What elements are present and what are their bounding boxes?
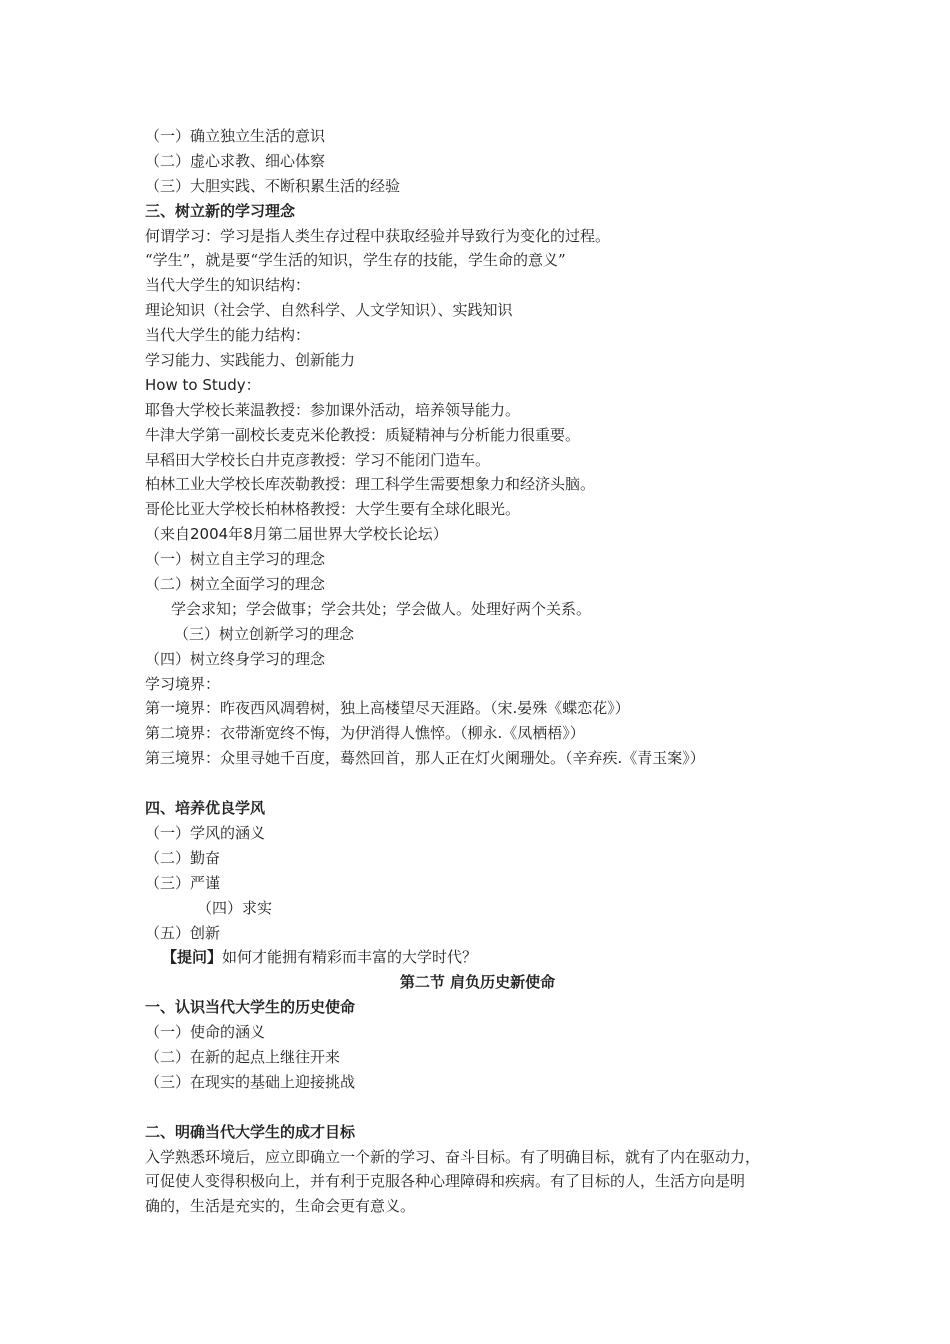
- quote-line: 牛津大学第一副校长麦克米伦教授：质疑精神与分析能力很重要。: [145, 425, 581, 444]
- paragraph-line: 入学熟悉环境后，应立即确立一个新的学习、奋斗目标。有了明确目标，就有了内在驱动力，: [145, 1147, 761, 1166]
- text-line: 第二境界：衣带渐宽终不悔，为伊消得人憔悴。（柳永.《凤栖梧》）: [145, 724, 585, 743]
- text-line: （二）树立全面学习的理念: [145, 575, 326, 594]
- text-line: （三）在现实的基础上迎接挑战: [145, 1072, 356, 1091]
- text-line: （二）在新的起点上继往开来: [145, 1047, 341, 1066]
- paragraph-line: 可促使人变得积极向上，并有利于克服各种心理障碍和疾病。有了目标的人，生活方向是明: [145, 1172, 746, 1191]
- source-month: 8: [243, 525, 253, 544]
- source-prefix: （来自: [145, 525, 191, 544]
- section-heading-2: 二、明确当代大学生的成才目标: [145, 1122, 356, 1141]
- section-heading-4: 四、培养优良学风: [145, 799, 266, 818]
- blank-line: [145, 771, 810, 796]
- source-year-unit: 年: [228, 525, 244, 544]
- text-line: 当代大学生的知识结构：: [145, 276, 311, 295]
- text-line: （四）求实: [197, 898, 273, 917]
- quote-line: 耶鲁大学校长莱温教授：参加课外活动，培养领导能力。: [145, 400, 521, 419]
- document-page: [145, 124, 810, 1219]
- text-line: （五）创新: [145, 923, 221, 942]
- text-line: （一）学风的涵义: [145, 823, 266, 842]
- question-text: 如何才能拥有精彩而丰富的大学时代？: [222, 948, 478, 967]
- text-line: 第一境界：昨夜西风凋碧树，独上高楼望尽天涯路。（宋.晏殊《蝶恋花》）: [145, 699, 630, 718]
- section-heading-3: 三、树立新的学习理念: [145, 201, 296, 220]
- text-line: “学生”，就是要“学生活的知识，学生存的技能，学生命的意义”: [145, 251, 566, 270]
- text-line: （二）勤奋: [145, 848, 221, 867]
- chapter-section-title: 第二节 肩负历史新使命: [399, 973, 556, 992]
- text-line: 理论知识（社会学、自然科学、人文学知识）、实践知识: [145, 301, 513, 320]
- paragraph-line: 确的，生活是充实的，生命会更有意义。: [145, 1197, 416, 1216]
- source-suffix: 月第二届世界大学校长论坛）: [252, 525, 448, 544]
- quote-line: 早稻田大学校长白井克彦教授：学习不能闭门造车。: [145, 450, 491, 469]
- text-line: （一）树立自主学习的理念: [145, 550, 326, 569]
- text-line: 学会求知；学会做事；学会共处；学会做人。处理好两个关系。: [171, 599, 592, 618]
- text-line: 学习能力、实践能力、创新能力: [145, 351, 356, 370]
- text-line: （二）虚心求教、细心体察: [145, 151, 326, 170]
- text-line: 何谓学习：学习是指人类生存过程中获取经验并导致行为变化的过程。: [145, 226, 611, 245]
- text-line: 学习境界：: [145, 674, 221, 693]
- question-tag: 【提问】: [162, 948, 223, 967]
- blank-line: [145, 1095, 810, 1120]
- text-line: 第三境界：众里寻她千百度，蓦然回首，那人正在灯火阑珊处。（辛弃疾.《青玉案》）: [145, 749, 705, 768]
- source-line: [145, 522, 810, 547]
- text-line: （三）大胆实践、不断积累生活的经验: [145, 176, 401, 195]
- quote-line: 柏林工业大学校长库茨勒教授：理工科学生需要想象力和经济头脑。: [145, 475, 596, 494]
- text-line: （三）树立创新学习的理念: [174, 624, 355, 643]
- text-line: （三）严谨: [145, 873, 221, 892]
- how-to-study-line: How to Study：: [145, 375, 261, 394]
- question-line: [145, 945, 810, 970]
- text-line: （一）使命的涵义: [145, 1023, 266, 1042]
- text-line: （一）确立独立生活的意识: [145, 127, 326, 145]
- text-line: （四）树立终身学习的理念: [145, 649, 326, 668]
- source-year: 2004: [190, 525, 229, 544]
- section-heading-1: 一、认识当代大学生的历史使命: [145, 998, 356, 1017]
- quote-line: 哥伦比亚大学校长柏林格教授：大学生要有全球化眼光。: [145, 500, 521, 519]
- text-line: 当代大学生的能力结构：: [145, 326, 311, 345]
